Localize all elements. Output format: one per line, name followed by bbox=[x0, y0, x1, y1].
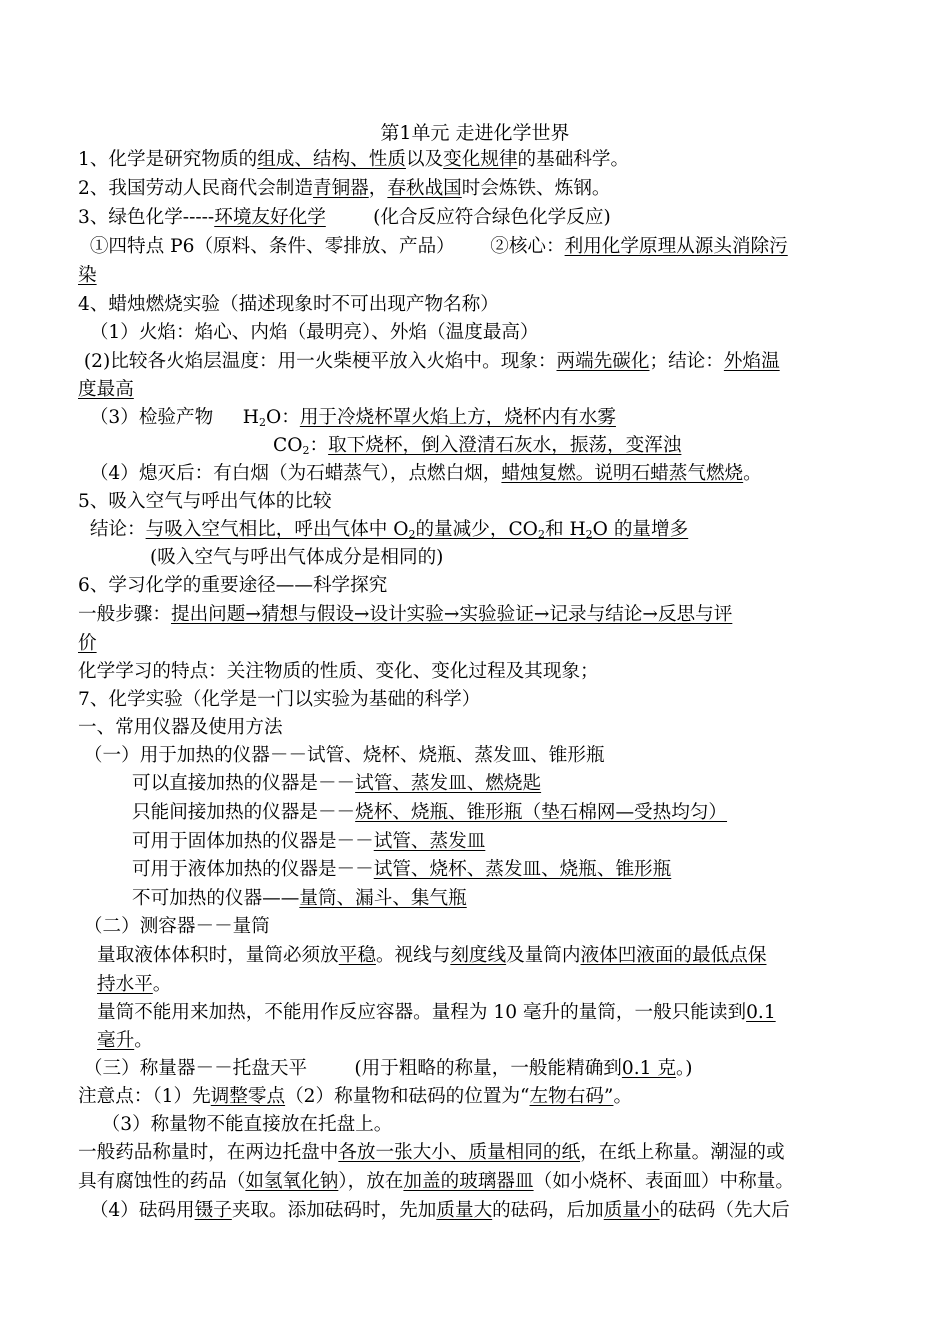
underlined-term: 蜡烛复燃。说明石蜡蒸气燃烧 bbox=[501, 463, 744, 484]
subscript: 2 bbox=[537, 528, 545, 541]
underlined-term: 试管、蒸发皿 bbox=[373, 831, 486, 852]
text: （二）测容器－－量筒 bbox=[78, 916, 270, 937]
cylinder-rule-2-cont bbox=[97, 1028, 153, 1055]
underlined-term: 变化规律 bbox=[443, 149, 518, 170]
text: 和 H bbox=[544, 519, 586, 540]
text: (吸入空气与呼出气体成分是相同的) bbox=[150, 547, 444, 568]
text: 。) bbox=[675, 1058, 693, 1079]
text: 与吸入空气相比，呼出气体中 O bbox=[145, 519, 409, 540]
underlined-term: 组成、结构、性质 bbox=[257, 149, 406, 170]
text: (2)比较各火焰层温度：用一火柴梗平放入火焰中。现象： bbox=[78, 351, 557, 372]
underlined-term: 烧杯、烧瓶、锥形瓶（垫石棉网—受热均匀） bbox=[355, 802, 728, 823]
underlined-term: 春秋战国 bbox=[387, 178, 462, 199]
text: 3、绿色化学----- bbox=[78, 207, 215, 228]
subscript: 2 bbox=[258, 416, 266, 429]
balance-notes bbox=[78, 1084, 632, 1111]
text: 一般药品称量时，在两边托盘中 bbox=[78, 1142, 339, 1163]
text: 可以直接加热的仪器是－－ bbox=[132, 773, 356, 794]
direct-heating bbox=[132, 771, 541, 798]
item-2 bbox=[78, 176, 611, 203]
item-1 bbox=[78, 147, 629, 174]
underlined-term: 调整零点 bbox=[210, 1086, 286, 1107]
subscript: 2 bbox=[408, 528, 416, 541]
underlined-term bbox=[146, 519, 689, 540]
liquid-heating bbox=[132, 857, 671, 884]
item-4-2-cont bbox=[78, 377, 134, 404]
underlined-term: 0.1 bbox=[746, 1002, 776, 1023]
underlined-term: 取下烧杯，倒入澄清石灰水，振荡，变浑浊 bbox=[328, 435, 682, 456]
text: （2）称量物和砝码的位置为“ bbox=[285, 1086, 530, 1107]
underlined-term: 试管、蒸发皿、燃烧匙 bbox=[355, 773, 542, 794]
underlined-term: 毫升 bbox=[97, 1030, 135, 1051]
text: 注意点：（1）先 bbox=[78, 1086, 211, 1107]
text: （1）火焰：焰心、内焰（最明亮）、外焰（温度最高） bbox=[78, 322, 539, 343]
text: 的砝码，后加 bbox=[492, 1200, 604, 1221]
text: ，在纸上称量。潮湿的或 bbox=[580, 1142, 785, 1163]
text: 不可加热的仪器—— bbox=[132, 888, 300, 909]
text: 。 bbox=[743, 463, 762, 484]
underlined-term: 质量大 bbox=[436, 1200, 493, 1221]
underlined-term: 青铜器 bbox=[312, 178, 369, 199]
item-6-steps-cont bbox=[78, 631, 97, 658]
underlined-term: 量筒、漏斗、集气瓶 bbox=[299, 888, 467, 909]
underlined-term: 液体凹液面的最低点保 bbox=[580, 945, 767, 966]
text: CO bbox=[273, 435, 303, 456]
text: （3）称量物不能直接放在托盘上。 bbox=[78, 1114, 393, 1135]
text: 结论： bbox=[78, 519, 146, 540]
text: ， bbox=[368, 178, 388, 199]
text: （三）称量器－－托盘天平 (用于粗略的称量，一般能精确到 bbox=[78, 1058, 622, 1079]
text: 的量减少，CO bbox=[415, 519, 538, 540]
cylinder-rule-1-cont bbox=[97, 972, 171, 999]
underlined-term: 镊子 bbox=[194, 1200, 232, 1221]
text: 1、化学是研究物质的 bbox=[78, 149, 258, 170]
subscript: 2 bbox=[302, 444, 310, 457]
indirect-heating bbox=[132, 800, 727, 827]
text: 时会炼铁、炼钢。 bbox=[461, 178, 611, 199]
non-heating bbox=[132, 886, 467, 913]
text: 7、化学实验（化学是一门以实验为基础的科学） bbox=[78, 689, 481, 710]
underlined-term: 提出问题→猜想与假设→设计实验→实验验证→记录与结论→反思与评 bbox=[170, 604, 733, 625]
text: 。 bbox=[152, 974, 172, 995]
underlined-term: 加盖的玻璃器皿 bbox=[403, 1171, 534, 1192]
underlined-term: 平稳 bbox=[338, 945, 376, 966]
underlined-term: 如氢氧化钠 bbox=[245, 1171, 339, 1192]
underlined-term: 环境友好化学 bbox=[214, 207, 326, 228]
text: 夹取。添加砝码时，先加 bbox=[231, 1200, 437, 1221]
subscript: 2 bbox=[585, 528, 593, 541]
underlined-term: 度最高 bbox=[78, 379, 134, 400]
item-3-detail-cont bbox=[78, 263, 97, 290]
section-instruments bbox=[78, 715, 283, 742]
text: 及量筒内 bbox=[506, 945, 581, 966]
balance-weighing-2 bbox=[78, 1169, 794, 1196]
text: （4）熄灭后：有白烟（为石蜡蒸气），点燃白烟， bbox=[78, 463, 502, 484]
cylinder-rule-1 bbox=[97, 943, 766, 970]
page-title: 第1单元 走进化学世界 bbox=[380, 122, 570, 144]
heating-instruments bbox=[78, 743, 605, 770]
balance-note-4 bbox=[78, 1198, 790, 1225]
text: （3）检验产物 H bbox=[78, 407, 259, 428]
balance-heading bbox=[78, 1056, 693, 1083]
underlined-term: 试管、烧杯、蒸发皿、烧瓶、锥形瓶 bbox=[373, 859, 672, 880]
text: O 的量增多 bbox=[592, 519, 689, 540]
text: 可用于液体加热的仪器是－－ bbox=[132, 859, 374, 880]
text: 2、我国劳动人民商代会制造 bbox=[78, 178, 313, 199]
item-5 bbox=[78, 489, 332, 516]
text: （一）用于加热的仪器－－试管、烧杯、烧瓶、蒸发皿、锥形瓶 bbox=[78, 745, 605, 766]
item-3-detail bbox=[78, 234, 788, 261]
text: 以及 bbox=[405, 149, 444, 170]
underlined-term: 各放一张大小、质量相同的纸 bbox=[338, 1142, 581, 1163]
text: 。视线与 bbox=[375, 945, 451, 966]
text: （4）砝码用 bbox=[78, 1200, 195, 1221]
item-7 bbox=[78, 687, 480, 714]
item-4 bbox=[78, 292, 499, 319]
text: ①四特点 P6（原料、条件、零排放、产品） ②核心： bbox=[78, 236, 565, 257]
text: 4、蜡烛燃烧实验（描述现象时不可出现产物名称） bbox=[78, 294, 499, 315]
item-3 bbox=[78, 205, 611, 232]
underlined-term: 持水平 bbox=[97, 974, 153, 995]
solid-heating bbox=[132, 829, 485, 856]
underlined-term: 价 bbox=[78, 633, 97, 654]
item-6-features bbox=[78, 659, 599, 686]
text: (化合反应符合绿色化学反应) bbox=[325, 207, 611, 228]
underlined-term: 0.1 克 bbox=[621, 1058, 676, 1079]
underlined-term: 外焰温 bbox=[723, 351, 780, 372]
underlined-term: 用于冷烧杯罩火焰上方，烧杯内有水雾 bbox=[299, 407, 616, 428]
item-4-1 bbox=[78, 320, 539, 347]
text: ；结论： bbox=[649, 351, 724, 372]
underlined-term: 染 bbox=[78, 265, 97, 286]
text: 。 bbox=[613, 1086, 633, 1107]
text: 化学学习的特点：关注物质的性质、变化、变化过程及其现象； bbox=[78, 661, 599, 682]
balance-weighing-1 bbox=[78, 1140, 785, 1167]
cylinder-rule-2 bbox=[97, 1000, 776, 1027]
item-4-2 bbox=[78, 349, 780, 376]
underlined-term: 质量小 bbox=[603, 1200, 660, 1221]
balance-note-3 bbox=[78, 1112, 392, 1139]
item-4-3-co2 bbox=[273, 433, 681, 460]
item-6 bbox=[78, 573, 387, 600]
underlined-term: 两端先碳化 bbox=[556, 351, 650, 372]
item-5-note bbox=[150, 545, 443, 572]
text: 6、学习化学的重要途径——科学探究 bbox=[78, 575, 388, 596]
text: O： bbox=[265, 407, 300, 428]
underlined-term: 左物右码” bbox=[529, 1086, 614, 1107]
text: 可用于固体加热的仪器是－－ bbox=[132, 831, 374, 852]
text: 5、吸入空气与呼出气体的比较 bbox=[78, 491, 332, 512]
underlined-term: 刻度线 bbox=[450, 945, 507, 966]
text: 一般步骤： bbox=[78, 604, 171, 625]
text: 量筒不能用来加热，不能用作反应容器。量程为 10 毫升的量筒，一般只能读到 bbox=[97, 1002, 747, 1023]
item-6-steps bbox=[78, 602, 732, 629]
item-4-4 bbox=[78, 461, 762, 488]
text: 的基础科学。 bbox=[517, 149, 630, 170]
text: ： bbox=[309, 435, 329, 456]
underlined-term: 利用化学原理从源头消除污 bbox=[564, 236, 788, 257]
text: ），放在 bbox=[338, 1171, 404, 1192]
text: 只能间接加热的仪器是－－ bbox=[132, 802, 356, 823]
item-4-3 bbox=[78, 405, 616, 432]
item-5-conclusion bbox=[78, 517, 688, 544]
text: （如小烧杯、表面皿）中称量。 bbox=[533, 1171, 794, 1192]
measuring-cylinder-heading bbox=[78, 914, 270, 941]
text: 具有腐蚀性的药品（ bbox=[78, 1171, 246, 1192]
text: 。 bbox=[134, 1030, 153, 1051]
text: 的砝码（先大后 bbox=[659, 1200, 790, 1221]
text: 一、常用仪器及使用方法 bbox=[78, 717, 283, 738]
text: 量取液体体积时，量筒必须放 bbox=[97, 945, 339, 966]
